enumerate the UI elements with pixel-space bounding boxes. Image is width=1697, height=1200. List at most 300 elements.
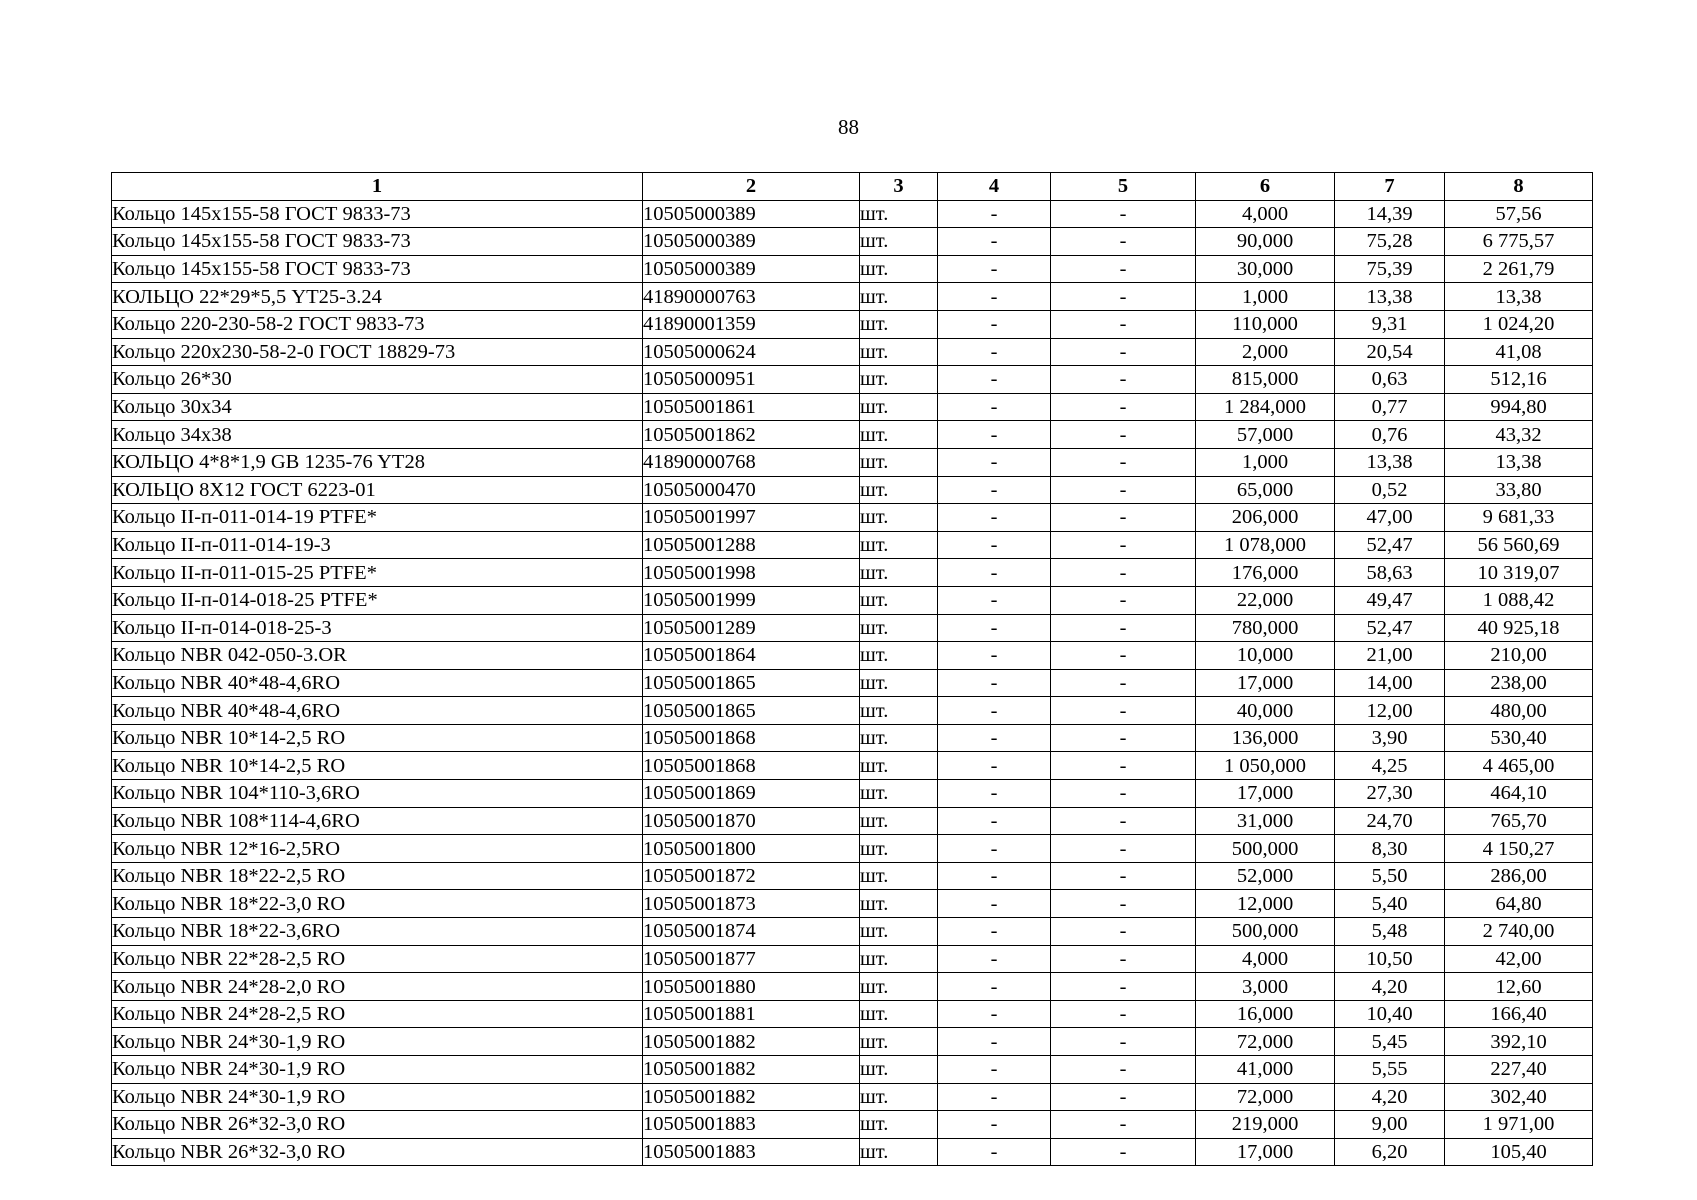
amount-cell: 4 150,27 <box>1445 835 1593 863</box>
price-cell: 6,20 <box>1335 1138 1445 1166</box>
table-row <box>112 1000 1593 1028</box>
quantity-cell: 206,000 <box>1196 504 1335 532</box>
unit-cell: шт. <box>860 1138 938 1166</box>
item-code-cell: 10505001865 <box>643 669 860 697</box>
unit-cell: шт. <box>860 586 938 614</box>
quantity-cell: 136,000 <box>1196 724 1335 752</box>
item-code-cell: 10505001861 <box>643 393 860 421</box>
item-name-cell: Кольцо NBR 18*22-3,0 RO <box>112 890 643 918</box>
table-row <box>112 614 1593 642</box>
quantity-cell: 500,000 <box>1196 835 1335 863</box>
item-code-cell: 10505001882 <box>643 1056 860 1084</box>
col5-cell: - <box>1051 366 1196 394</box>
item-name-cell: Кольцо 220x230-58-2-0 ГОСТ 18829-73 <box>112 338 643 366</box>
col5-cell: - <box>1051 200 1196 228</box>
col4-cell: - <box>938 614 1051 642</box>
amount-cell: 42,00 <box>1445 945 1593 973</box>
col5-cell: - <box>1051 1028 1196 1056</box>
item-code-cell: 10505001864 <box>643 642 860 670</box>
table-row <box>112 697 1593 725</box>
quantity-cell: 72,000 <box>1196 1083 1335 1111</box>
amount-cell: 512,16 <box>1445 366 1593 394</box>
amount-cell: 464,10 <box>1445 780 1593 808</box>
item-code-cell: 10505000470 <box>643 476 860 504</box>
price-cell: 0,63 <box>1335 366 1445 394</box>
amount-cell: 530,40 <box>1445 724 1593 752</box>
col5-cell: - <box>1051 807 1196 835</box>
amount-cell: 238,00 <box>1445 669 1593 697</box>
item-name-cell: Кольцо II-п-011-014-19 PTFE* <box>112 504 643 532</box>
item-code-cell: 10505001883 <box>643 1138 860 1166</box>
table-row <box>112 421 1593 449</box>
item-code-cell: 10505000389 <box>643 255 860 283</box>
table-row <box>112 559 1593 587</box>
price-cell: 5,55 <box>1335 1056 1445 1084</box>
price-cell: 24,70 <box>1335 807 1445 835</box>
col4-cell: - <box>938 835 1051 863</box>
item-name-cell: КОЛЬЦО 4*8*1,9 GB 1235-76 YT28 <box>112 448 643 476</box>
unit-cell: шт. <box>860 1111 938 1139</box>
quantity-cell: 1 050,000 <box>1196 752 1335 780</box>
amount-cell: 57,56 <box>1445 200 1593 228</box>
table-row <box>112 945 1593 973</box>
col4-cell: - <box>938 1056 1051 1084</box>
col5-cell: - <box>1051 918 1196 946</box>
amount-cell: 286,00 <box>1445 862 1593 890</box>
column-header: 1 <box>112 173 643 201</box>
col5-cell: - <box>1051 862 1196 890</box>
price-cell: 0,77 <box>1335 393 1445 421</box>
amount-cell: 40 925,18 <box>1445 614 1593 642</box>
table-row <box>112 724 1593 752</box>
table-row <box>112 1083 1593 1111</box>
unit-cell: шт. <box>860 366 938 394</box>
col4-cell: - <box>938 780 1051 808</box>
header-row <box>112 173 1593 201</box>
column-header: 8 <box>1445 173 1593 201</box>
item-name-cell: Кольцо NBR 104*110-3,6RO <box>112 780 643 808</box>
item-code-cell: 10505001873 <box>643 890 860 918</box>
col4-cell: - <box>938 862 1051 890</box>
item-code-cell: 10505001865 <box>643 697 860 725</box>
item-code-cell: 10505001288 <box>643 531 860 559</box>
column-header: 6 <box>1196 173 1335 201</box>
col4-cell: - <box>938 669 1051 697</box>
table-row <box>112 918 1593 946</box>
item-name-cell: КОЛЬЦО 22*29*5,5 YT25-3.24 <box>112 283 643 311</box>
col5-cell: - <box>1051 835 1196 863</box>
col4-cell: - <box>938 531 1051 559</box>
amount-cell: 1 088,42 <box>1445 586 1593 614</box>
quantity-cell: 500,000 <box>1196 918 1335 946</box>
unit-cell: шт. <box>860 780 938 808</box>
price-cell: 13,38 <box>1335 448 1445 476</box>
price-cell: 21,00 <box>1335 642 1445 670</box>
amount-cell: 765,70 <box>1445 807 1593 835</box>
unit-cell: шт. <box>860 642 938 670</box>
price-cell: 13,38 <box>1335 283 1445 311</box>
price-cell: 3,90 <box>1335 724 1445 752</box>
col5-cell: - <box>1051 504 1196 532</box>
price-cell: 4,25 <box>1335 752 1445 780</box>
col5-cell: - <box>1051 448 1196 476</box>
col5-cell: - <box>1051 421 1196 449</box>
quantity-cell: 16,000 <box>1196 1000 1335 1028</box>
price-cell: 10,50 <box>1335 945 1445 973</box>
quantity-cell: 4,000 <box>1196 200 1335 228</box>
amount-cell: 2 740,00 <box>1445 918 1593 946</box>
amount-cell: 994,80 <box>1445 393 1593 421</box>
table-row <box>112 504 1593 532</box>
quantity-cell: 4,000 <box>1196 945 1335 973</box>
unit-cell: шт. <box>860 752 938 780</box>
item-name-cell: Кольцо NBR 40*48-4,6RO <box>112 697 643 725</box>
col4-cell: - <box>938 255 1051 283</box>
unit-cell: шт. <box>860 835 938 863</box>
item-code-cell: 10505001862 <box>643 421 860 449</box>
quantity-cell: 1 078,000 <box>1196 531 1335 559</box>
item-name-cell: Кольцо NBR 10*14-2,5 RO <box>112 752 643 780</box>
table-row <box>112 476 1593 504</box>
col5-cell: - <box>1051 780 1196 808</box>
col4-cell: - <box>938 448 1051 476</box>
item-name-cell: Кольцо NBR 26*32-3,0 RO <box>112 1111 643 1139</box>
col4-cell: - <box>938 752 1051 780</box>
item-code-cell: 10505001869 <box>643 780 860 808</box>
price-cell: 49,47 <box>1335 586 1445 614</box>
item-code-cell: 10505000951 <box>643 366 860 394</box>
col4-cell: - <box>938 697 1051 725</box>
col4-cell: - <box>938 283 1051 311</box>
item-name-cell: Кольцо II-п-011-015-25 PTFE* <box>112 559 643 587</box>
item-code-cell: 10505000389 <box>643 228 860 256</box>
item-name-cell: Кольцо II-п-014-018-25 PTFE* <box>112 586 643 614</box>
quantity-cell: 17,000 <box>1196 669 1335 697</box>
quantity-cell: 2,000 <box>1196 338 1335 366</box>
unit-cell: шт. <box>860 255 938 283</box>
col4-cell: - <box>938 228 1051 256</box>
quantity-cell: 1 284,000 <box>1196 393 1335 421</box>
quantity-cell: 1,000 <box>1196 448 1335 476</box>
amount-cell: 480,00 <box>1445 697 1593 725</box>
quantity-cell: 17,000 <box>1196 780 1335 808</box>
col5-cell: - <box>1051 1111 1196 1139</box>
price-cell: 9,00 <box>1335 1111 1445 1139</box>
unit-cell: шт. <box>860 945 938 973</box>
item-name-cell: Кольцо 220-230-58-2 ГОСТ 9833-73 <box>112 310 643 338</box>
col5-cell: - <box>1051 476 1196 504</box>
col4-cell: - <box>938 724 1051 752</box>
table-row <box>112 366 1593 394</box>
amount-cell: 166,40 <box>1445 1000 1593 1028</box>
quantity-cell: 815,000 <box>1196 366 1335 394</box>
unit-cell: шт. <box>860 531 938 559</box>
amount-cell: 43,32 <box>1445 421 1593 449</box>
price-cell: 9,31 <box>1335 310 1445 338</box>
col4-cell: - <box>938 1000 1051 1028</box>
table-row <box>112 283 1593 311</box>
item-code-cell: 10505001999 <box>643 586 860 614</box>
col5-cell: - <box>1051 614 1196 642</box>
item-code-cell: 10505000624 <box>643 338 860 366</box>
quantity-cell: 31,000 <box>1196 807 1335 835</box>
col4-cell: - <box>938 504 1051 532</box>
item-name-cell: Кольцо 30x34 <box>112 393 643 421</box>
unit-cell: шт. <box>860 283 938 311</box>
quantity-cell: 30,000 <box>1196 255 1335 283</box>
col5-cell: - <box>1051 890 1196 918</box>
item-code-cell: 10505001868 <box>643 724 860 752</box>
quantity-cell: 10,000 <box>1196 642 1335 670</box>
item-code-cell: 10505001868 <box>643 752 860 780</box>
quantity-cell: 90,000 <box>1196 228 1335 256</box>
col4-cell: - <box>938 586 1051 614</box>
page-number: 88 <box>838 115 859 139</box>
unit-cell: шт. <box>860 393 938 421</box>
table-row <box>112 1138 1593 1166</box>
table-row <box>112 338 1593 366</box>
col4-cell: - <box>938 421 1051 449</box>
price-cell: 27,30 <box>1335 780 1445 808</box>
amount-cell: 41,08 <box>1445 338 1593 366</box>
price-cell: 0,52 <box>1335 476 1445 504</box>
item-name-cell: Кольцо II-п-011-014-19-3 <box>112 531 643 559</box>
item-name-cell: Кольцо NBR 22*28-2,5 RO <box>112 945 643 973</box>
col5-cell: - <box>1051 559 1196 587</box>
col4-cell: - <box>938 310 1051 338</box>
price-cell: 12,00 <box>1335 697 1445 725</box>
col4-cell: - <box>938 393 1051 421</box>
price-cell: 52,47 <box>1335 614 1445 642</box>
col5-cell: - <box>1051 1138 1196 1166</box>
price-cell: 0,76 <box>1335 421 1445 449</box>
unit-cell: шт. <box>860 559 938 587</box>
price-cell: 75,39 <box>1335 255 1445 283</box>
amount-cell: 1 971,00 <box>1445 1111 1593 1139</box>
col4-cell: - <box>938 1111 1051 1139</box>
column-header: 5 <box>1051 173 1196 201</box>
col4-cell: - <box>938 1083 1051 1111</box>
amount-cell: 210,00 <box>1445 642 1593 670</box>
col5-cell: - <box>1051 283 1196 311</box>
table-row <box>112 1056 1593 1084</box>
table-row <box>112 448 1593 476</box>
item-code-cell: 10505001874 <box>643 918 860 946</box>
col4-cell: - <box>938 1138 1051 1166</box>
unit-cell: шт. <box>860 807 938 835</box>
item-name-cell: Кольцо NBR 40*48-4,6RO <box>112 669 643 697</box>
item-code-cell: 10505001882 <box>643 1028 860 1056</box>
quantity-cell: 17,000 <box>1196 1138 1335 1166</box>
quantity-cell: 176,000 <box>1196 559 1335 587</box>
amount-cell: 33,80 <box>1445 476 1593 504</box>
table-row <box>112 807 1593 835</box>
table-row <box>112 973 1593 1001</box>
quantity-cell: 3,000 <box>1196 973 1335 1001</box>
unit-cell: шт. <box>860 918 938 946</box>
amount-cell: 2 261,79 <box>1445 255 1593 283</box>
unit-cell: шт. <box>860 1083 938 1111</box>
amount-cell: 392,10 <box>1445 1028 1593 1056</box>
item-code-cell: 41890000763 <box>643 283 860 311</box>
price-cell: 5,45 <box>1335 1028 1445 1056</box>
item-name-cell: Кольцо NBR 042-050-3.OR <box>112 642 643 670</box>
col5-cell: - <box>1051 255 1196 283</box>
col5-cell: - <box>1051 586 1196 614</box>
col5-cell: - <box>1051 1000 1196 1028</box>
inventory-table <box>111 172 1593 1166</box>
unit-cell: шт. <box>860 669 938 697</box>
col4-cell: - <box>938 807 1051 835</box>
column-header: 4 <box>938 173 1051 201</box>
price-cell: 5,40 <box>1335 890 1445 918</box>
column-header: 3 <box>860 173 938 201</box>
amount-cell: 13,38 <box>1445 283 1593 311</box>
table-row <box>112 310 1593 338</box>
price-cell: 20,54 <box>1335 338 1445 366</box>
amount-cell: 56 560,69 <box>1445 531 1593 559</box>
table-row <box>112 255 1593 283</box>
item-name-cell: Кольцо 34x38 <box>112 421 643 449</box>
price-cell: 14,00 <box>1335 669 1445 697</box>
amount-cell: 227,40 <box>1445 1056 1593 1084</box>
price-cell: 75,28 <box>1335 228 1445 256</box>
item-name-cell: Кольцо II-п-014-018-25-3 <box>112 614 643 642</box>
table-row <box>112 531 1593 559</box>
col5-cell: - <box>1051 669 1196 697</box>
item-code-cell: 10505001881 <box>643 1000 860 1028</box>
table-row <box>112 669 1593 697</box>
price-cell: 58,63 <box>1335 559 1445 587</box>
col4-cell: - <box>938 1028 1051 1056</box>
unit-cell: шт. <box>860 338 938 366</box>
table-row <box>112 1111 1593 1139</box>
col4-cell: - <box>938 200 1051 228</box>
col4-cell: - <box>938 642 1051 670</box>
price-cell: 14,39 <box>1335 200 1445 228</box>
item-code-cell: 10505001870 <box>643 807 860 835</box>
table-row <box>112 393 1593 421</box>
table-row <box>112 780 1593 808</box>
price-cell: 8,30 <box>1335 835 1445 863</box>
table-row <box>112 835 1593 863</box>
item-code-cell: 10505001289 <box>643 614 860 642</box>
col4-cell: - <box>938 476 1051 504</box>
item-name-cell: Кольцо NBR 24*30-1,9 RO <box>112 1083 643 1111</box>
price-cell: 5,50 <box>1335 862 1445 890</box>
quantity-cell: 12,000 <box>1196 890 1335 918</box>
unit-cell: шт. <box>860 310 938 338</box>
item-code-cell: 10505001872 <box>643 862 860 890</box>
quantity-cell: 52,000 <box>1196 862 1335 890</box>
item-code-cell: 10505001880 <box>643 973 860 1001</box>
col5-cell: - <box>1051 1056 1196 1084</box>
unit-cell: шт. <box>860 697 938 725</box>
column-header: 2 <box>643 173 860 201</box>
item-name-cell: Кольцо NBR 26*32-3,0 RO <box>112 1138 643 1166</box>
price-cell: 4,20 <box>1335 1083 1445 1111</box>
col4-cell: - <box>938 945 1051 973</box>
amount-cell: 12,60 <box>1445 973 1593 1001</box>
item-name-cell: Кольцо 145x155-58 ГОСТ 9833-73 <box>112 255 643 283</box>
col4-cell: - <box>938 338 1051 366</box>
item-name-cell: Кольцо NBR 24*30-1,9 RO <box>112 1056 643 1084</box>
unit-cell: шт. <box>860 228 938 256</box>
item-code-cell: 10505001800 <box>643 835 860 863</box>
unit-cell: шт. <box>860 890 938 918</box>
item-name-cell: КОЛЬЦО 8Х12 ГОСТ 6223-01 <box>112 476 643 504</box>
price-cell: 52,47 <box>1335 531 1445 559</box>
quantity-cell: 780,000 <box>1196 614 1335 642</box>
col5-cell: - <box>1051 945 1196 973</box>
col4-cell: - <box>938 559 1051 587</box>
item-code-cell: 10505001882 <box>643 1083 860 1111</box>
item-name-cell: Кольцо NBR 18*22-2,5 RO <box>112 862 643 890</box>
item-name-cell: Кольцо 26*30 <box>112 366 643 394</box>
price-cell: 47,00 <box>1335 504 1445 532</box>
amount-cell: 105,40 <box>1445 1138 1593 1166</box>
quantity-cell: 40,000 <box>1196 697 1335 725</box>
amount-cell: 6 775,57 <box>1445 228 1593 256</box>
unit-cell: шт. <box>860 200 938 228</box>
table-body <box>112 200 1593 1166</box>
table-row <box>112 586 1593 614</box>
price-cell: 5,48 <box>1335 918 1445 946</box>
unit-cell: шт. <box>860 1028 938 1056</box>
table-row <box>112 862 1593 890</box>
quantity-cell: 110,000 <box>1196 310 1335 338</box>
item-name-cell: Кольцо NBR 24*28-2,0 RO <box>112 973 643 1001</box>
item-name-cell: Кольцо NBR 12*16-2,5RO <box>112 835 643 863</box>
column-header: 7 <box>1335 173 1445 201</box>
col4-cell: - <box>938 918 1051 946</box>
item-name-cell: Кольцо NBR 18*22-3,6RO <box>112 918 643 946</box>
unit-cell: шт. <box>860 724 938 752</box>
item-name-cell: Кольцо NBR 24*28-2,5 RO <box>112 1000 643 1028</box>
table-row <box>112 890 1593 918</box>
col5-cell: - <box>1051 1083 1196 1111</box>
col5-cell: - <box>1051 531 1196 559</box>
quantity-cell: 219,000 <box>1196 1111 1335 1139</box>
item-name-cell: Кольцо NBR 108*114-4,6RO <box>112 807 643 835</box>
item-name-cell: Кольцо 145x155-58 ГОСТ 9833-73 <box>112 228 643 256</box>
amount-cell: 10 319,07 <box>1445 559 1593 587</box>
table-row <box>112 228 1593 256</box>
col5-cell: - <box>1051 697 1196 725</box>
col4-cell: - <box>938 890 1051 918</box>
item-name-cell: Кольцо NBR 24*30-1,9 RO <box>112 1028 643 1056</box>
amount-cell: 302,40 <box>1445 1083 1593 1111</box>
item-name-cell: Кольцо 145x155-58 ГОСТ 9833-73 <box>112 200 643 228</box>
item-code-cell: 41890000768 <box>643 448 860 476</box>
item-code-cell: 10505000389 <box>643 200 860 228</box>
col5-cell: - <box>1051 752 1196 780</box>
price-cell: 10,40 <box>1335 1000 1445 1028</box>
unit-cell: шт. <box>860 504 938 532</box>
unit-cell: шт. <box>860 476 938 504</box>
amount-cell: 1 024,20 <box>1445 310 1593 338</box>
price-cell: 4,20 <box>1335 973 1445 1001</box>
amount-cell: 13,38 <box>1445 448 1593 476</box>
table-row <box>112 752 1593 780</box>
item-code-cell: 10505001998 <box>643 559 860 587</box>
col5-cell: - <box>1051 228 1196 256</box>
unit-cell: шт. <box>860 1056 938 1084</box>
item-code-cell: 10505001883 <box>643 1111 860 1139</box>
col5-cell: - <box>1051 724 1196 752</box>
col5-cell: - <box>1051 338 1196 366</box>
table-row <box>112 642 1593 670</box>
